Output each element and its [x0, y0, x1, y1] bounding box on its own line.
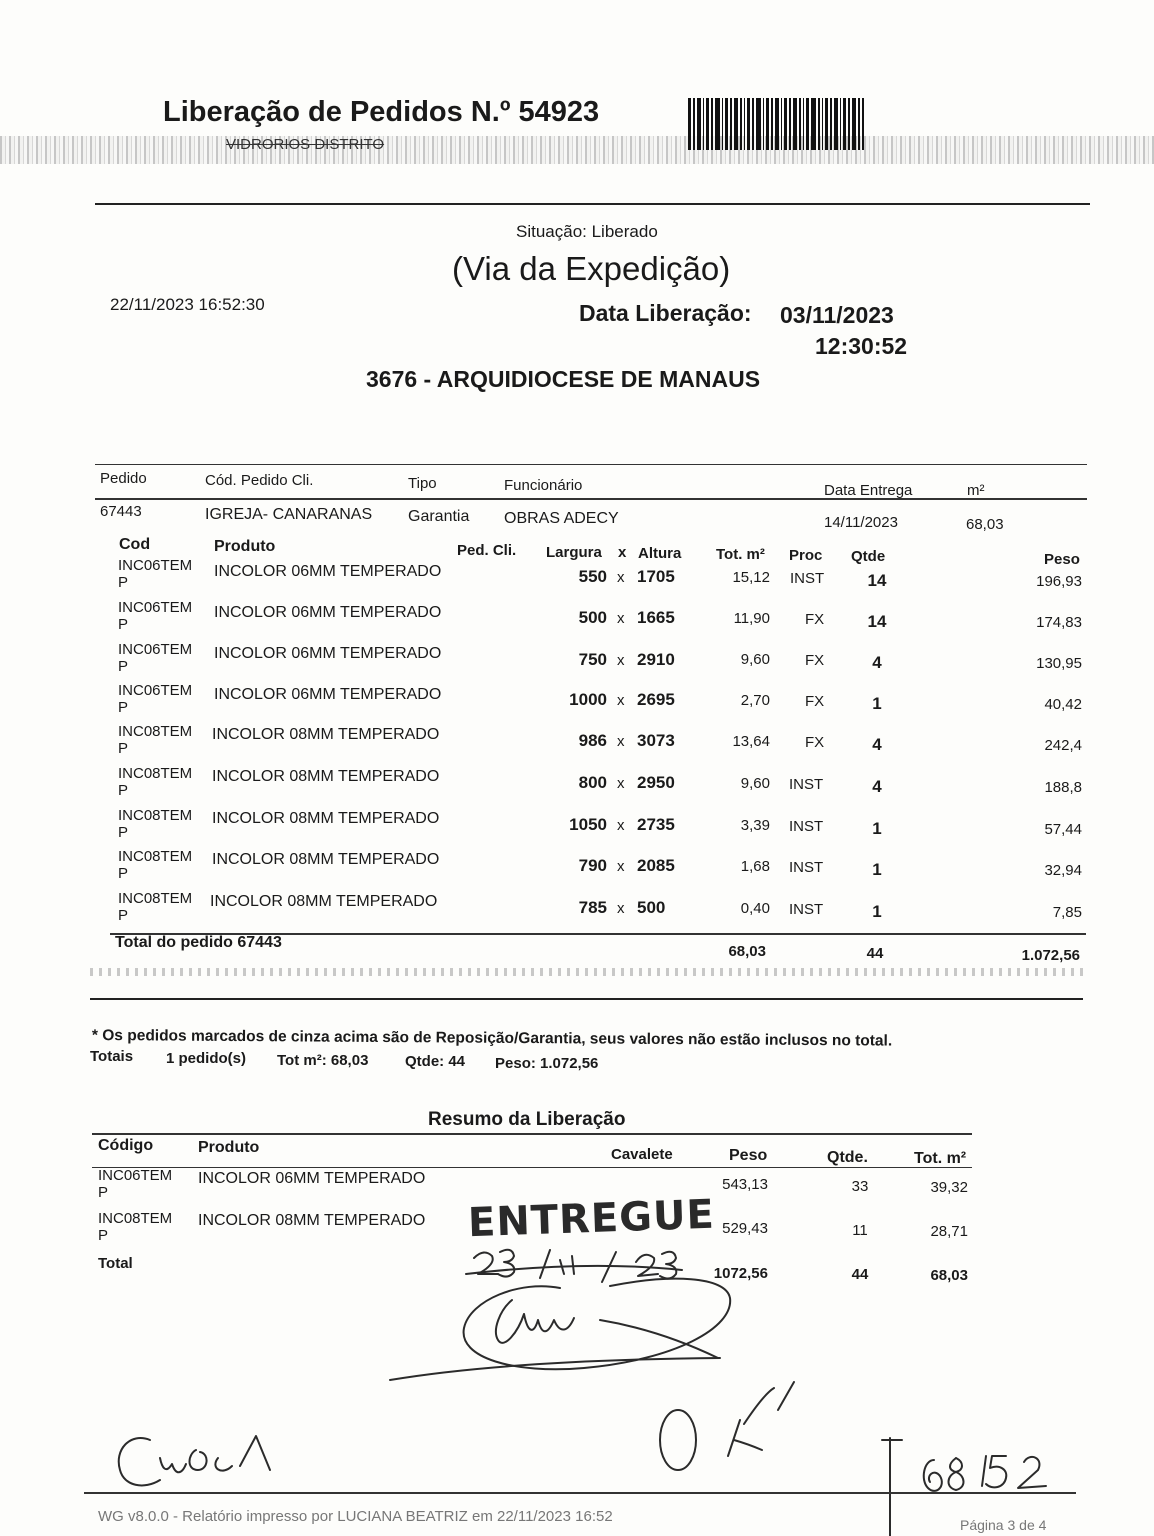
row-x: x [617, 900, 625, 917]
data-liberacao-date: 03/11/2023 [780, 302, 894, 328]
row-proc: FX [805, 611, 825, 628]
footer-printed-by: WG v8.0.0 - Relatório impresso por LUCIANA BEATRIZ em 22/11/2023 16:52 [98, 1508, 613, 1525]
row-largura: 790 [578, 856, 607, 875]
row-tot-m2: 1,68 [740, 858, 770, 875]
order-header-rule [95, 498, 1087, 500]
items-header-produto: Produto [214, 538, 276, 555]
row-altura: 3073 [637, 731, 675, 750]
row-x: x [617, 610, 625, 627]
header-divider [95, 203, 1090, 205]
row-altura: 2085 [637, 856, 675, 875]
row-x: x [617, 817, 625, 834]
row-cod: INC08TEM [118, 765, 193, 782]
row-largura: 1050 [569, 815, 607, 834]
row-x: x [617, 652, 625, 669]
row-cod-suffix: P [118, 865, 129, 882]
row-altura: 500 [637, 898, 666, 917]
resumo-total-qtde: 44 [851, 1266, 869, 1283]
items-total-qtde: 44 [866, 945, 884, 962]
row-peso: 196,93 [1036, 573, 1082, 590]
row-cod-suffix: P [118, 824, 129, 841]
items-header-altura: Altura [638, 545, 682, 562]
order-cod-pedido-cli: IGREJA- CANARANAS [205, 506, 373, 523]
row-altura: 1665 [637, 608, 675, 627]
row-cod: INC08TEM [118, 723, 193, 740]
row-qtde: 1 [872, 819, 882, 838]
order-top-rule [95, 464, 1087, 465]
document-title: Liberação de Pedidos N.º 54923 [163, 96, 600, 128]
row-cod: INC08TEM [118, 890, 193, 907]
row-altura: 1705 [637, 567, 675, 586]
row-altura: 2910 [637, 650, 675, 669]
row-largura: 500 [578, 608, 607, 627]
col-header-m2: m² [967, 482, 985, 499]
data-liberacao-label: Data Liberação: [579, 300, 752, 326]
row-tot-m2: 9,60 [740, 775, 770, 792]
resumo-header-tot-m2: Tot. m² [914, 1150, 967, 1167]
row-peso: 57,44 [1044, 821, 1082, 838]
row-largura: 1000 [569, 690, 607, 709]
row-largura: 986 [578, 731, 607, 750]
row-proc: INST [789, 901, 824, 918]
order-pedido: 67443 [100, 503, 142, 520]
row-tot-m2: 11,90 [733, 610, 770, 627]
scan-smudge [90, 968, 1085, 976]
resumo-header-codigo: Código [98, 1137, 154, 1154]
row-qtde: 4 [872, 735, 882, 754]
row-largura: 800 [578, 773, 607, 792]
col-header-funcionario: Funcionário [504, 477, 583, 494]
row-proc: FX [805, 693, 825, 710]
via-label: (Via da Expedição) [452, 250, 731, 287]
row-cod: INC06TEM [118, 557, 193, 574]
items-header-x: x [618, 544, 627, 561]
resumo-row-qtde: 33 [851, 1178, 869, 1195]
row-peso: 40,42 [1044, 696, 1082, 713]
row-qtde: 14 [867, 612, 887, 631]
row-cod-suffix: P [118, 658, 129, 675]
row-x: x [617, 858, 625, 875]
row-altura: 2695 [637, 690, 675, 709]
resumo-row-cod: INC06TEM [98, 1167, 173, 1184]
row-x: x [617, 692, 625, 709]
row-largura: 550 [578, 567, 607, 586]
row-altura: 2735 [637, 815, 675, 834]
resumo-row-cod-suffix: P [98, 1227, 109, 1244]
row-produto: INCOLOR 08MM TEMPERADO [212, 810, 440, 827]
resumo-total-peso: 1072,56 [713, 1265, 768, 1282]
data-liberacao-time: 12:30:52 [815, 333, 908, 359]
row-proc: INST [790, 570, 825, 587]
resumo-row-tot-m2: 28,71 [930, 1223, 968, 1240]
col-header-tipo: Tipo [408, 475, 437, 492]
row-peso: 32,94 [1044, 862, 1082, 879]
situacao-label: Situação: Liberado [516, 222, 658, 241]
row-x: x [617, 569, 625, 586]
row-x: x [617, 775, 625, 792]
row-x: x [617, 733, 625, 750]
items-header-cod: Cod [119, 536, 151, 553]
resumo-header-qtde: Qtde. [827, 1149, 868, 1166]
row-largura: 750 [578, 650, 607, 669]
row-altura: 2950 [637, 773, 675, 792]
row-qtde: 1 [872, 694, 882, 713]
row-peso: 242,4 [1044, 737, 1082, 754]
resumo-top-rule [92, 1133, 972, 1135]
items-header-qtde: Qtde [851, 548, 886, 565]
totais-qtde: Qtde: 44 [405, 1053, 466, 1070]
row-proc: FX [805, 652, 825, 669]
row-produto: INCOLOR 08MM TEMPERADO [212, 726, 440, 743]
items-header-peso: Peso [1044, 551, 1080, 568]
row-produto: INCOLOR 06MM TEMPERADO [214, 604, 442, 621]
company-name: VIDRORIOS DISTRITO [226, 136, 385, 153]
row-qtde: 1 [872, 902, 882, 921]
row-proc: INST [789, 818, 824, 835]
row-produto: INCOLOR 08MM TEMPERADO [210, 893, 438, 910]
order-m2: 68,03 [966, 516, 1004, 533]
totais-pedidos: 1 pedido(s) [166, 1050, 247, 1067]
row-produto: INCOLOR 08MM TEMPERADO [212, 851, 440, 868]
items-header-largura: Largura [546, 544, 602, 561]
row-tot-m2: 3,39 [740, 817, 770, 834]
resumo-row-produto: INCOLOR 08MM TEMPERADO [198, 1212, 426, 1229]
row-qtde: 4 [872, 777, 882, 796]
row-largura: 785 [578, 898, 607, 917]
row-qtde: 4 [872, 653, 882, 672]
row-proc: FX [805, 734, 825, 751]
resumo-total-label: Total [98, 1255, 133, 1272]
resumo-row-cod-suffix: P [98, 1184, 109, 1201]
resumo-row-cod: INC08TEM [98, 1210, 173, 1227]
items-total-peso: 1.072,56 [1021, 947, 1080, 964]
row-produto: INCOLOR 06MM TEMPERADO [214, 645, 442, 662]
row-cod-suffix: P [118, 740, 129, 757]
client-name: 3676 - ARQUIDIOCESE DE MANAUS [366, 366, 761, 392]
row-qtde: 14 [867, 571, 887, 590]
row-tot-m2: 9,60 [740, 651, 770, 668]
items-total-label: Total do pedido 67443 [115, 934, 282, 951]
row-cod-suffix: P [118, 782, 129, 799]
resumo-total-tot-m2: 68,03 [930, 1267, 968, 1284]
scan-noise-band [0, 136, 1154, 164]
barcode-icon [688, 98, 864, 150]
items-total-tot-m2: 68,03 [728, 943, 766, 960]
totais-tot-m2: Tot m²: 68,03 [277, 1052, 369, 1069]
row-tot-m2: 2,70 [740, 692, 770, 709]
resumo-header-rule [92, 1167, 972, 1168]
footer-rule [84, 1492, 1076, 1494]
row-qtde: 1 [872, 860, 882, 879]
row-cod: INC06TEM [118, 599, 193, 616]
resumo-row-tot-m2: 39,32 [930, 1179, 968, 1196]
resumo-row-produto: INCOLOR 06MM TEMPERADO [198, 1170, 426, 1187]
items-bottom-rule [90, 998, 1083, 1000]
row-peso: 7,85 [1052, 904, 1082, 921]
order-funcionario: OBRAS ADECY [504, 510, 619, 527]
col-header-cod-pedido-cli: Cód. Pedido Cli. [205, 472, 314, 489]
resumo-title: Resumo da Liberação [428, 1109, 626, 1130]
row-cod: INC06TEM [118, 682, 193, 699]
resumo-row-peso: 529,43 [722, 1220, 768, 1237]
items-header-proc: Proc [789, 547, 823, 564]
row-cod-suffix: P [118, 907, 129, 924]
order-data-entrega: 14/11/2023 [824, 514, 898, 531]
printed-timestamp: 22/11/2023 16:52:30 [110, 295, 265, 314]
entregue-stamp: ENTREGUE [467, 1191, 716, 1247]
resumo-header-peso: Peso [729, 1147, 768, 1164]
col-header-data-entrega: Data Entrega [824, 482, 913, 499]
totais-peso: Peso: 1.072,56 [495, 1055, 599, 1072]
row-proc: INST [789, 859, 824, 876]
row-produto: INCOLOR 06MM TEMPERADO [214, 686, 442, 703]
row-tot-m2: 13,64 [732, 733, 770, 750]
row-cod: INC08TEM [118, 807, 193, 824]
resumo-header-cavalete: Cavalete [611, 1146, 673, 1163]
row-cod-suffix: P [118, 616, 129, 633]
row-produto: INCOLOR 08MM TEMPERADO [212, 768, 440, 785]
row-cod: INC08TEM [118, 848, 193, 865]
reposicao-note: * Os pedidos marcados de cinza acima são de Reposição/Garantia, seus valores não estão inclusos no total. [91, 1027, 893, 1050]
row-proc: INST [789, 776, 824, 793]
resumo-row-qtde: 11 [852, 1222, 868, 1239]
resumo-header-produto: Produto [198, 1139, 260, 1156]
row-cod: INC06TEM [118, 641, 193, 658]
footer-page: Página 3 de 4 [960, 1517, 1047, 1533]
row-peso: 188,8 [1044, 779, 1082, 796]
row-peso: 174,83 [1036, 614, 1082, 631]
row-tot-m2: 0,40 [740, 900, 770, 917]
resumo-row-peso: 543,13 [722, 1176, 768, 1193]
totais-label: Totais [90, 1048, 134, 1065]
items-header-tot-m2: Tot. m² [716, 546, 765, 563]
order-tipo: Garantia [408, 508, 470, 525]
row-peso: 130,95 [1036, 655, 1082, 672]
row-cod-suffix: P [118, 699, 129, 716]
row-tot-m2: 15,12 [732, 569, 770, 586]
items-header-ped-cli: Ped. Cli. [457, 542, 517, 559]
col-header-pedido: Pedido [100, 470, 147, 487]
row-cod-suffix: P [118, 574, 129, 591]
row-produto: INCOLOR 06MM TEMPERADO [214, 563, 442, 580]
